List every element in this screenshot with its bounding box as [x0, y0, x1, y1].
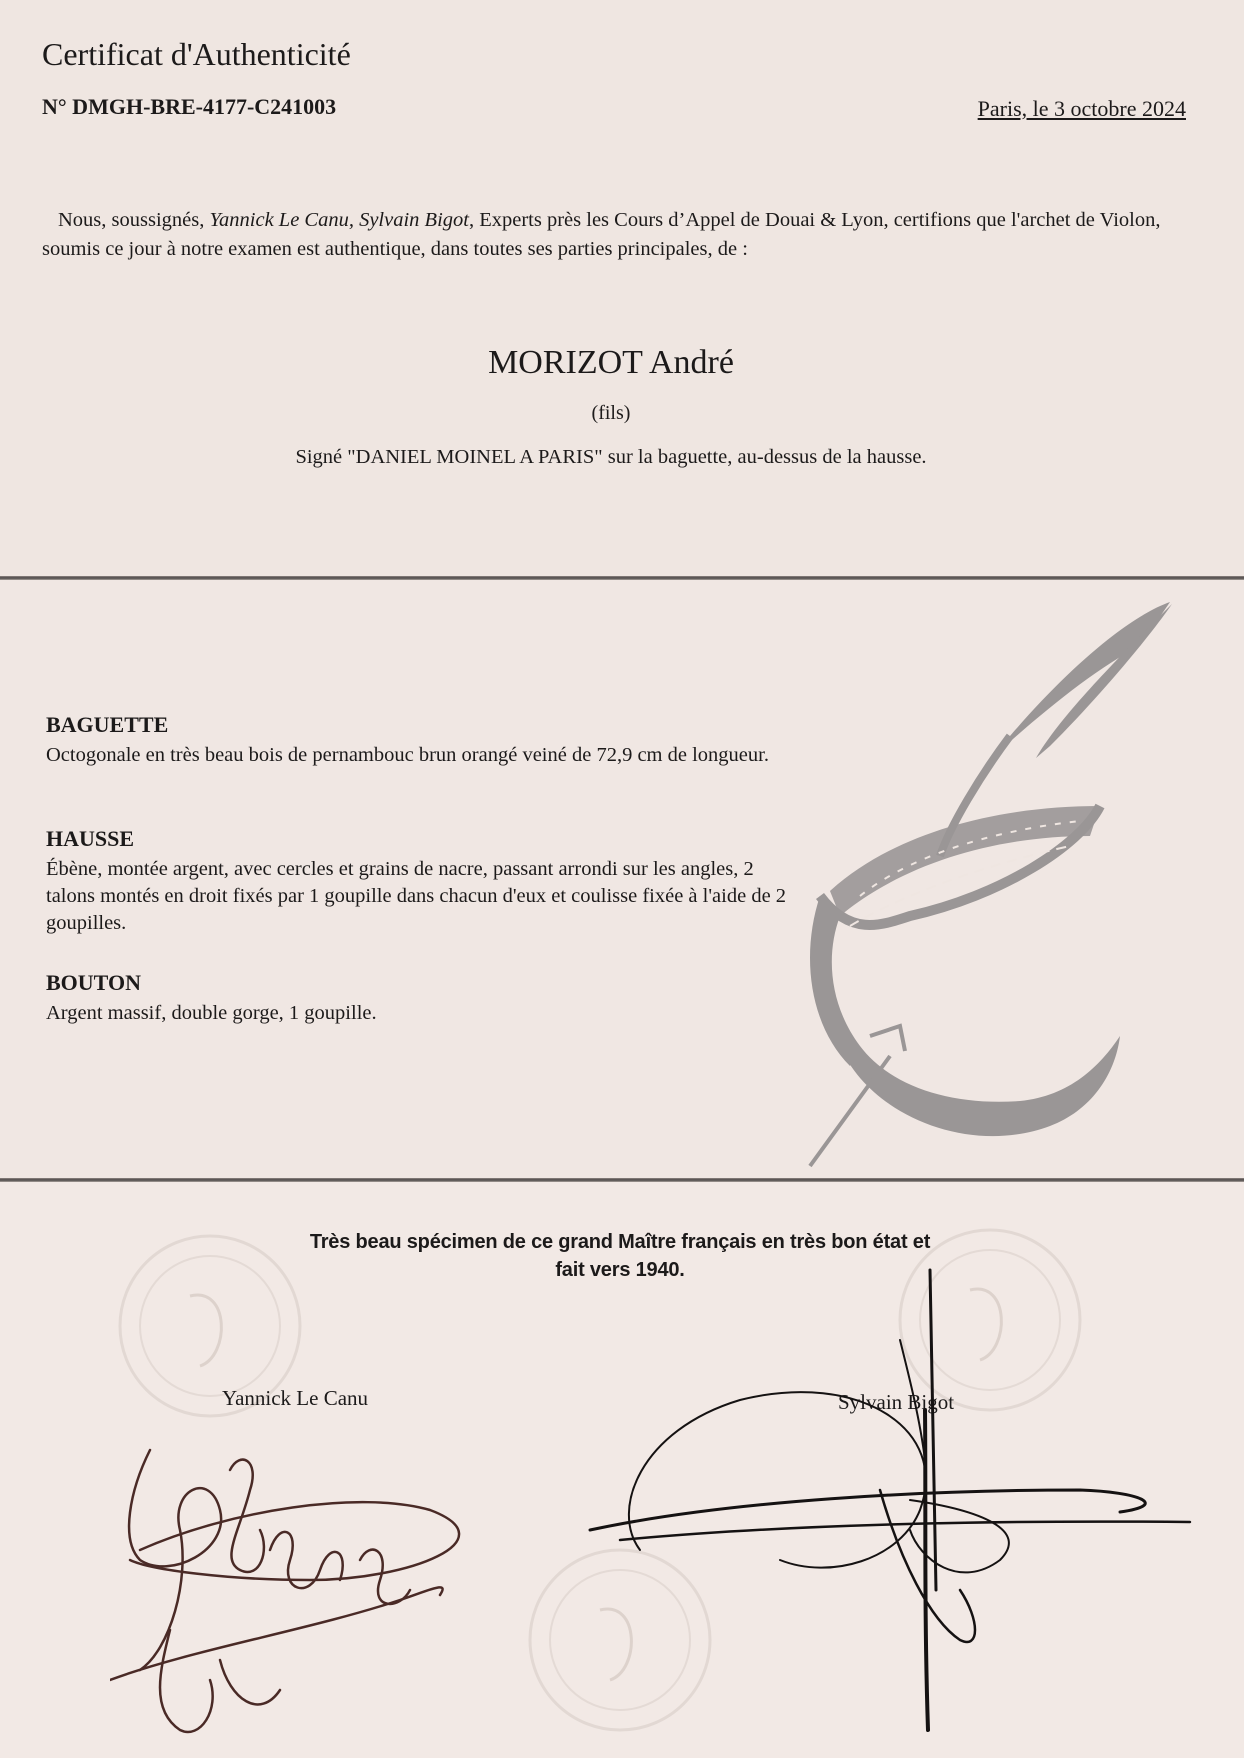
intro-experts: Yannick Le Canu, Sylvain Bigot [209, 209, 469, 231]
certificate-date: Paris, le 3 octobre 2024 [977, 96, 1186, 121]
signatory-right-name: Sylvain Bigot [838, 1390, 955, 1414]
section-heading: HAUSSE [46, 826, 135, 851]
conclusion-line-2: fait vers 1940. [555, 1259, 685, 1281]
fold-line-upper [0, 576, 1244, 580]
signature-note: Signé "DANIEL MOINEL A PARIS" sur la baguette, au-dessus de la hausse. [295, 446, 927, 468]
section-heading: BOUTON [46, 970, 141, 995]
signature-right-icon [580, 1260, 1200, 1740]
intro-prefix: Nous, soussignés, [58, 209, 210, 231]
section-baguette [46, 712, 806, 769]
section-hausse [46, 826, 806, 937]
section-text: Argent massif, double gorge, 1 goupille. [46, 1002, 377, 1024]
section-text: Ébène, montée argent, avec cercles et grains de nacre, passant arrondi sur les angles, 2 talons montés en droit fixés par 1 goupille dans chacun d'eux et coulisse fixée à l'aide de 2 goupilles. [46, 858, 787, 934]
bow-scroll-logo-icon [800, 596, 1190, 1176]
maker-qualifier: (fils) [591, 402, 631, 424]
section-text: Octogonale en très beau bois de pernambouc brun orangé veiné de 72,9 cm de longueur. [46, 744, 769, 766]
signature-left-icon [110, 1430, 510, 1750]
maker-name: MORIZOT André [488, 344, 734, 381]
signatory-left-name: Yannick Le Canu [222, 1386, 369, 1410]
section-heading: BAGUETTE [46, 712, 169, 737]
certificate-number: N° DMGH-BRE-4177-C241003 [42, 94, 337, 119]
fold-line-lower [0, 1178, 1244, 1182]
intro-paragraph [42, 206, 1192, 264]
section-bouton [46, 970, 806, 1027]
certificate-title: Certificat d'Authenticité [42, 36, 351, 72]
intro-suffix: , Experts près les Cours d’Appel de Douai & Lyon, certifions que l'archet de Violon, soumis ce jour à notre examen est authentique, dans toutes ses parties principales, de : [42, 209, 1161, 260]
conclusion-line-1: Très beau spécimen de ce grand Maître français en très bon état et [309, 1231, 931, 1253]
